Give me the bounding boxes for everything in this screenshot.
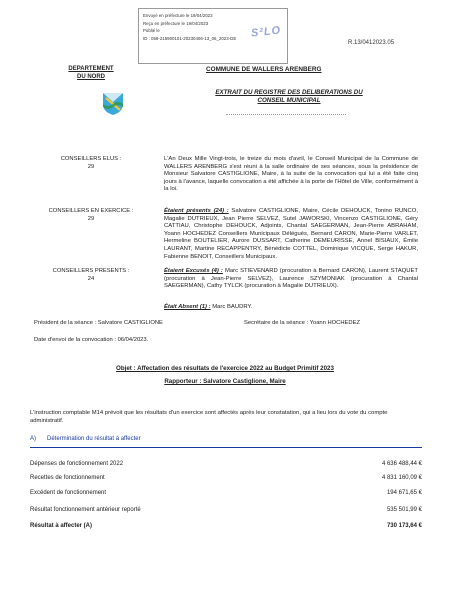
session-paragraph: L'An Deux Mille Vingt-trois, le treize du mois d'avril, le Conseil Municipal de la Commune de WALLERS ARENBERG s'est réuni à la salle ordinaire de ses séances, sous la présidence de Monsieur Salvatore CASTIGLIONE, Maire, à la suite de la convocation qui lui a été faite cinq jours à l'avance, laquelle convocation a été affichée à la porte de l'Hôtel de Ville, conformément à la loi.: [164, 156, 418, 193]
result-row-value: 4 636 488,44 €: [381, 461, 422, 467]
extract-line: EXTRAIT DU REGISTRE DES DELIBERATIONS DU: [215, 89, 363, 96]
result-row-value: 4 831 160,09 €: [381, 475, 422, 481]
presents-count: 24: [87, 275, 95, 282]
absent-paragraph: [164, 304, 418, 312]
result-row-total: [30, 523, 422, 532]
stamp-line: Publié le: [143, 28, 160, 34]
objet-heading: Objet : Affectation des résultats de l'exercice 2022 au Budget Primitif 2023: [116, 365, 334, 372]
result-row: [30, 475, 422, 484]
section-a-letter: A): [30, 436, 36, 442]
department-line: DU NORD: [77, 73, 105, 80]
stamp-line: ID : 059-215900101-20230406-13_06_2023-DE: [143, 35, 237, 41]
extract-heading: [196, 89, 382, 105]
exercice-label-text: CONSEILLERS EN EXERCICE :: [48, 208, 134, 214]
result-row: [30, 461, 422, 470]
intro-paragraph: L'instruction comptable M14 prévoit que les résultats d'un exercice sont affectés après leur constatation, qui a lieu lors du vote du compte administratif.: [30, 410, 388, 424]
excuses-heading: Étaient Excusés (4) :: [164, 268, 223, 274]
result-row-value: 535 501,99 €: [386, 507, 422, 513]
extract-line: CONSEIL MUNICIPAL: [257, 97, 321, 104]
elus-label-text: CONSEILLERS ELUS :: [60, 156, 122, 162]
absent-heading: Était Absent (1) :: [164, 304, 211, 310]
department-line: DEPARTEMENT: [68, 66, 114, 72]
result-row-label: Dépenses de fonctionnement 2022: [30, 461, 124, 467]
prefecture-stamp: [138, 8, 288, 64]
presents-label-text: CONSEILLERS PRESENTS :: [52, 268, 130, 274]
section-a-rule: [30, 447, 422, 448]
result-row-label: Résultat à affecter (A): [30, 523, 93, 529]
presents-list: Salvatore CASTIGLIONE, Maire, Cécile DEHOUCK, Tonino RUNCO, Magalie DUTRIEUX, Jean Pierre SELVEZ, Sutel JAWORSKI, Vincenzo CASTIGLIONE, Géry CATTIAU, Christophe DEHOUCK, Adjoints, Chantal SAEGERMAN, Jean-Pierre ABRAHAM, Yoann HOCHEDEZ Conseillers Municipaux Délégués, Bernard CARON, Marie-Pierre VARLET, Hermeline BOUTELIER, Aurore DUSSART, Catherine DEMEURISSE, Annel BISIAUX, Émile LAURANT, Martine RECAPPENTRY, Bénédicte COTTEL, Dominique VICQUE, Serge HAKUR, Fabienne BENOIT, Conseillers Municipaux.: [164, 208, 418, 260]
exercice-count: 29: [87, 215, 95, 222]
stamp-line: Envoyé en préfecture le 19/04/2023: [143, 13, 213, 18]
stamp-line: Reçu en préfecture le 19/04/2023: [143, 20, 209, 26]
slo-stamp-mark: S²LO: [250, 24, 282, 40]
result-row-value: 730 173,64 €: [386, 523, 422, 529]
presents-label: [36, 268, 146, 283]
section-a-title: Détermination du résultat à affecter: [47, 436, 141, 442]
rapporteur-heading: Rapporteur : Salvatore Castiglione, Maire: [164, 378, 286, 385]
exercice-label: [36, 208, 146, 223]
presents-heading: Étaient présents (24) :: [164, 208, 229, 214]
secretaire-line: Secrétaire de la séance : Yoann HOCHEDEZ: [244, 320, 360, 326]
result-row-label: Excédent de fonctionnement: [30, 490, 107, 496]
department-heading: [36, 66, 146, 81]
convocation-date: Date d'envoi de la convocation : 06/04/2023.: [34, 337, 149, 343]
president-line: Président de la séance : Salvatore CASTIGLIONE: [34, 320, 163, 326]
elus-count: 29: [87, 163, 95, 170]
commune-heading: COMMUNE DE WALLERS ARENBERG: [206, 66, 322, 73]
result-row: [30, 507, 422, 516]
presents-paragraph: [164, 208, 418, 261]
excuses-paragraph: [164, 268, 418, 291]
result-row-value: 194 671,65 €: [386, 490, 422, 496]
excuses-list: Marc STIEVENARD (procuration à Bernard CARON), Laurent STAQUET (procuration à Jean-Pierre SELVEZ), Laurence SZYMONIAK (procuration à Chantal SAEGERMAN), Cathy TYLCK (procuration à Magalie DUTRIEUX).: [164, 268, 418, 290]
result-row: [30, 490, 422, 499]
result-row-label: Résultat fonctionnement antérieur reporté: [30, 507, 141, 513]
absent-name: Marc BAUDRY.: [210, 304, 253, 310]
coat-of-arms-icon: [100, 90, 126, 116]
section-a-heading: [30, 436, 141, 442]
reference-number: R.13/0412023.05: [348, 40, 395, 46]
elus-label: [36, 156, 146, 171]
result-row-label: Recettes de fonctionnement: [30, 475, 105, 481]
divider: [226, 114, 346, 115]
